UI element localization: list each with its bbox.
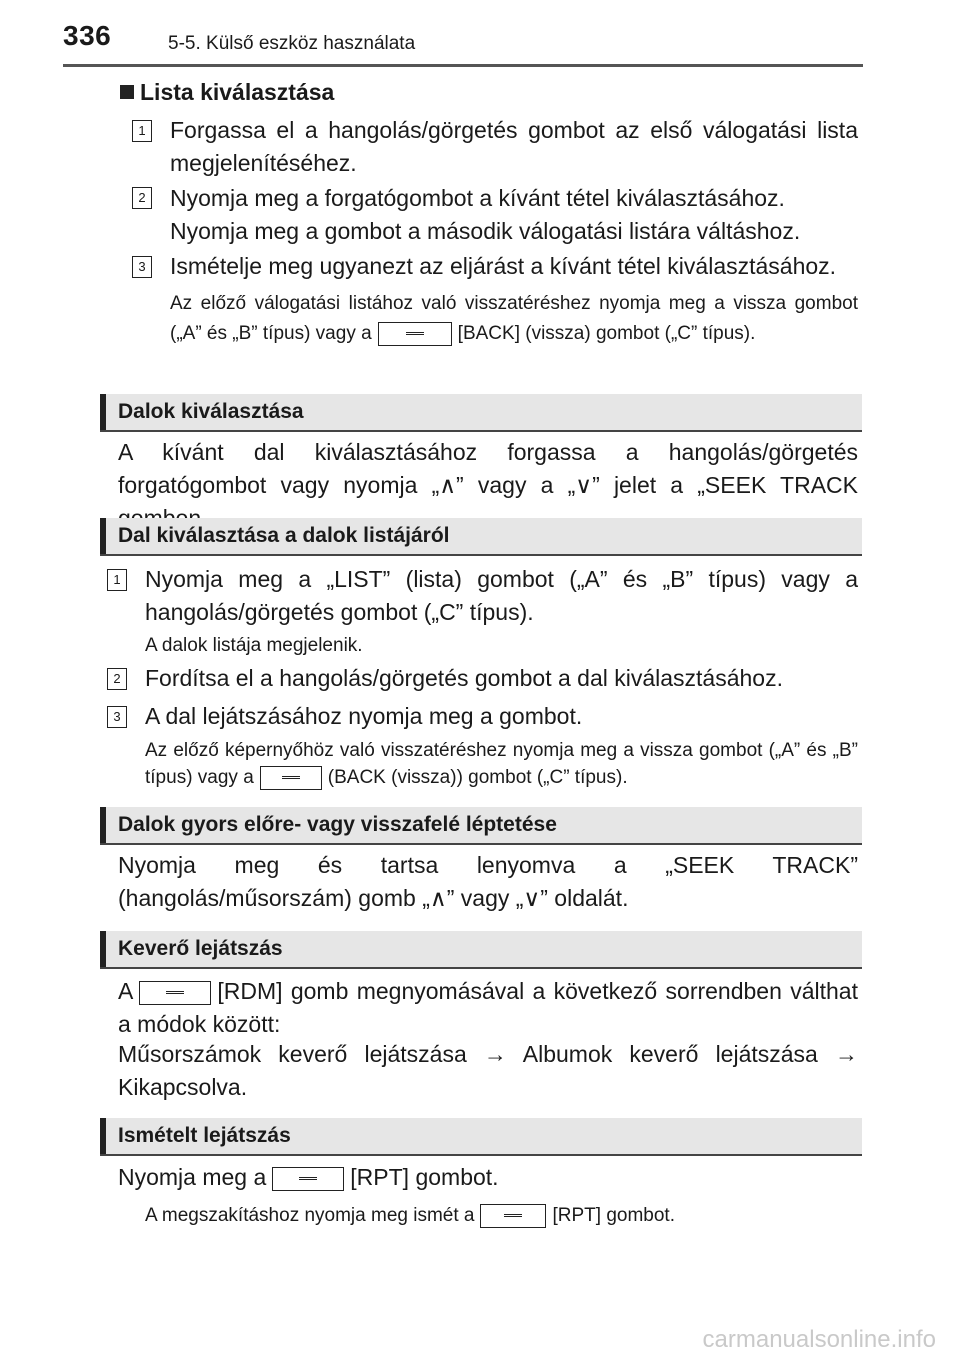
fast-forward-text: Nyomja meg és tartsa lenyomva a „SEEK TRACK” (hangolás/műsorszám) gomb „∧” vagy „∨” oldalát. (118, 852, 858, 911)
step-number-icon: 1 (107, 569, 127, 591)
song-list-step-1: Nyomja meg a „LIST” (lista) gombot („A” és „B” típus) vagy a hangolás/görgetés gombot („C” típus). (145, 566, 858, 625)
song-list-step-3: A dal lejátszásához nyomja meg a gombot. (145, 703, 583, 729)
repeat-text: Nyomja meg a [RPT] gombot. (118, 1164, 499, 1190)
repeat-note: A megszakításhoz nyomja meg ismét a [RPT] gombot. (145, 1205, 675, 1226)
back-button-icon (378, 322, 452, 346)
section-bar-song-list: Dal kiválasztása a dalok listájáról (100, 518, 862, 554)
list-step-2 (170, 182, 858, 248)
random-sequence: Műsorszámok keverő lejátszása → Albumok keverő lejátszása → Kikapcsolva. (118, 1041, 858, 1100)
list-step-3: Ismételje meg ugyanezt az eljárást a kívánt tétel kiválasztásához. (170, 253, 837, 279)
watermark: carmanualsonline.info (702, 1326, 936, 1353)
song-list-step-2: Fordítsa el a hangolás/görgetés gombot a dal kiválasztásához. (145, 665, 783, 691)
rdm-button-icon (139, 981, 211, 1005)
section-bar-fast-forward: Dalok gyors előre- vagy visszafelé léptetése (100, 807, 862, 843)
list-select-heading: Lista kiválasztása (120, 76, 334, 109)
back-button-icon (260, 766, 322, 790)
square-bullet-icon (120, 85, 134, 99)
section-bar-random: Keverő lejátszás (100, 931, 862, 967)
step-number-icon: 3 (132, 256, 152, 278)
song-list-note: Az előző képernyőhöz való visszatéréshez nyomja meg a vissza gombot („A” és „B” típus) vagy a (BACK (vissza)) gombot („C” típus). (145, 740, 858, 788)
step-number-icon: 3 (107, 706, 127, 728)
song-list-step-1-note: A dalok listája megjelenik. (145, 635, 363, 656)
rpt-button-icon (480, 1204, 546, 1228)
header-rule (63, 64, 863, 67)
step-number-icon: 2 (132, 187, 152, 209)
section-bar-song-select: Dalok kiválasztása (100, 394, 862, 430)
step-number-icon: 1 (132, 120, 152, 142)
page-number: 336 (63, 20, 112, 51)
list-note: Az előző válogatási listához való visszatéréshez nyomja meg a vissza gombot („A” és „B” típus) vagy a [BACK] (vissza) gombot („C” típus). (170, 293, 858, 344)
list-step-2a: Nyomja meg a forgatógombot a kívánt tétel kiválasztásához. (170, 185, 785, 211)
rpt-button-icon (272, 1167, 344, 1191)
chapter-title: 5-5. Külső eszköz használata (168, 33, 416, 54)
list-step-2b: Nyomja meg a gombot a második válogatási listára váltáshoz. (170, 218, 801, 244)
step-number-icon: 2 (107, 668, 127, 690)
list-step-1: Forgassa el a hangolás/görgetés gombot az első válogatási lista megjelenítéséhez. (170, 117, 858, 176)
song-select-text: A kívánt dal kiválasztásához forgassa a hangolás/görgetés forgatógombot vagy nyomja „∧” vagy a „∨” jelet a „SEEK TRACK (118, 439, 858, 498)
random-text: A [RDM] gomb megnyomásával a következő sorrendben válthat a módok között: (118, 978, 858, 1037)
section-bar-repeat: Ismételt lejátszás (100, 1118, 862, 1154)
